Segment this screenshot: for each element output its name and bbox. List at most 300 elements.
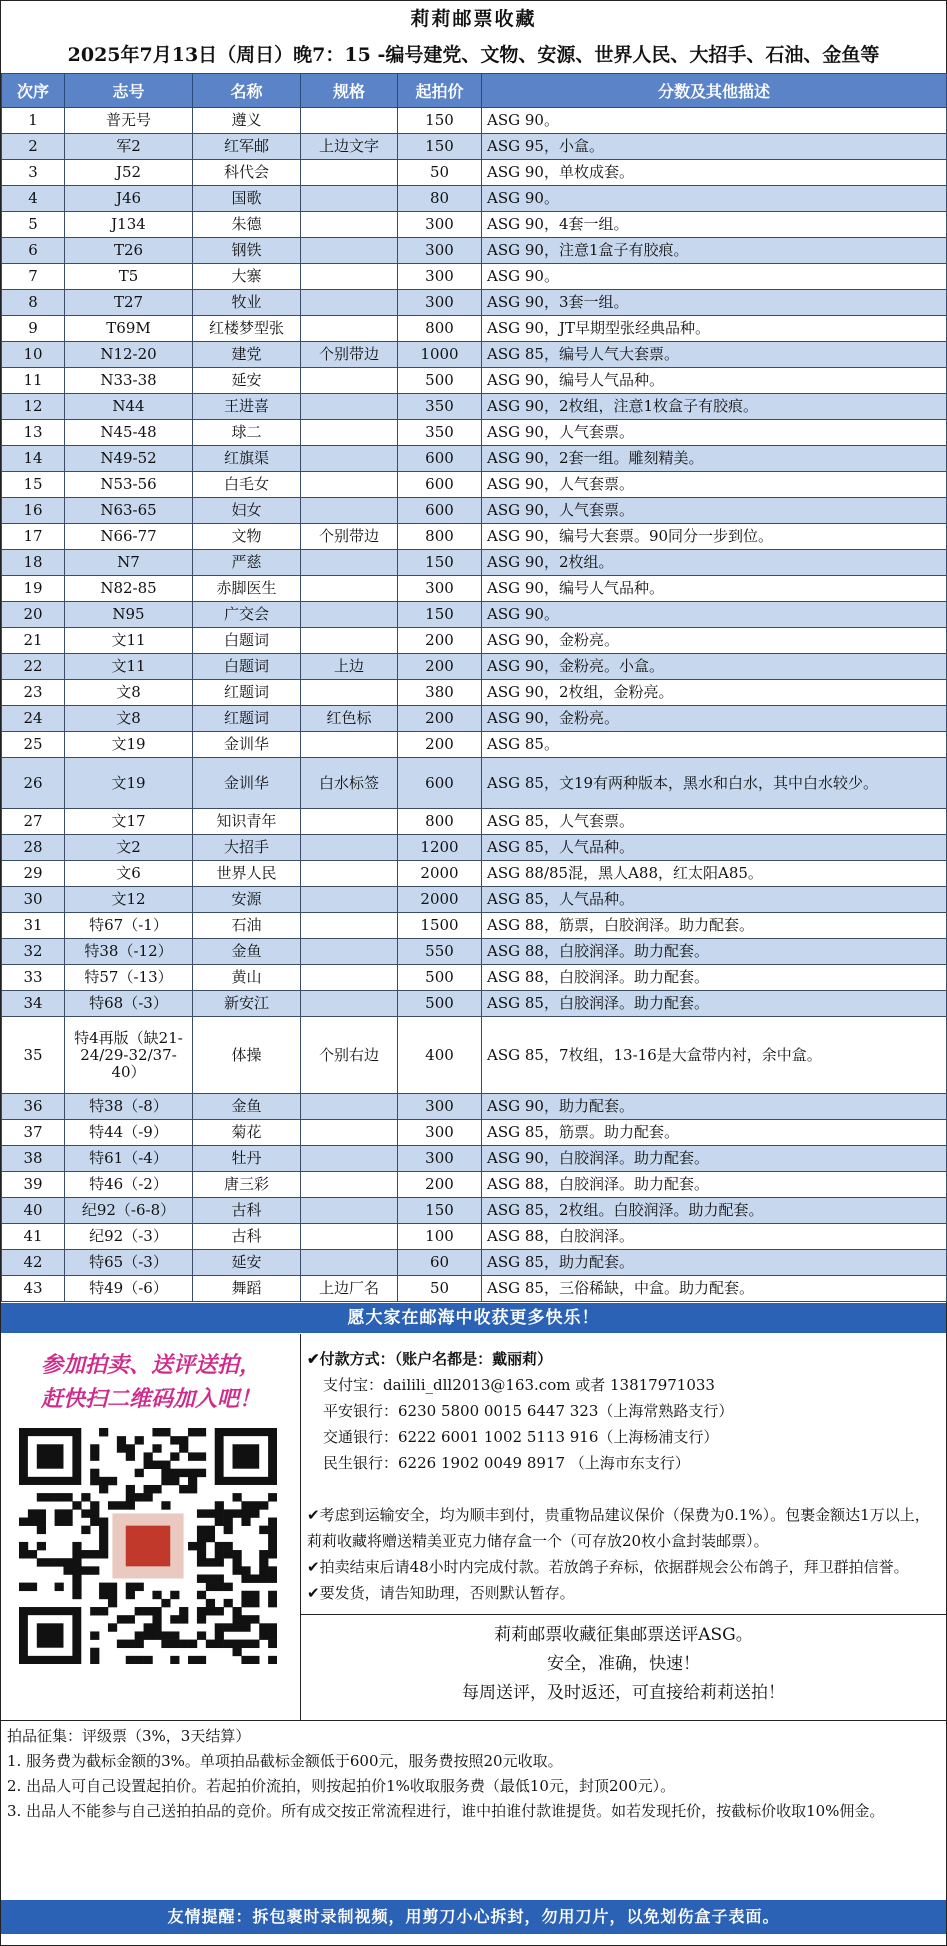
table-row: [2, 939, 947, 965]
row-spec: [301, 835, 398, 861]
table-row: [2, 1017, 947, 1094]
table-row: [2, 420, 947, 446]
row-order: 25: [2, 732, 65, 758]
col-header-desc: 分数及其他描述: [482, 74, 947, 108]
row-desc: ASG 90，金粉亮。: [482, 706, 947, 732]
table-row: [2, 498, 947, 524]
row-desc: ASG 90，3套一组。: [482, 290, 947, 316]
row-name: 安源: [193, 887, 301, 913]
row-order: 35: [2, 1017, 65, 1094]
row-order: 14: [2, 446, 65, 472]
row-desc: ASG 90，人气套票。: [482, 420, 947, 446]
row-desc: ASG 90，人气套票。: [482, 472, 947, 498]
row-code: T27: [65, 290, 193, 316]
row-order: 6: [2, 238, 65, 264]
row-name: 体操: [193, 1017, 301, 1094]
row-order: 33: [2, 965, 65, 991]
row-order: 24: [2, 706, 65, 732]
row-desc: ASG 88/85混，黑人A88，红太阳A85。: [482, 861, 947, 887]
table-row: [2, 809, 947, 835]
top-banner: 愿大家在邮海中收获更多快乐！: [1, 1303, 946, 1333]
row-code: J46: [65, 186, 193, 212]
table-row: [2, 991, 947, 1017]
table-row: [2, 446, 947, 472]
table-row: [2, 524, 947, 550]
row-price: 2000: [398, 887, 482, 913]
row-name: 红楼梦型张: [193, 316, 301, 342]
collect-line-1: 莉莉邮票收藏征集邮票送评ASG。: [494, 1625, 753, 1645]
row-order: 28: [2, 835, 65, 861]
row-price: 200: [398, 654, 482, 680]
row-order: 27: [2, 809, 65, 835]
table-row: [2, 1094, 947, 1120]
row-price: 800: [398, 316, 482, 342]
row-spec: [301, 680, 398, 706]
rule-item-2: 2. 出品人可自己设置起拍价。若起拍价流拍，则按起拍价1%收取服务费（最低10元，封顶200元）。: [7, 1777, 676, 1795]
row-spec: [301, 602, 398, 628]
table-row: [2, 550, 947, 576]
bank-line-2: 交通银行：6222 6001 1002 5113 916（上海杨浦支行）: [323, 1428, 719, 1446]
row-order: 43: [2, 1276, 65, 1302]
row-spec: [301, 576, 398, 602]
table-row: [2, 1250, 947, 1276]
row-spec: [301, 316, 398, 342]
row-price: 150: [398, 134, 482, 160]
row-order: 3: [2, 160, 65, 186]
row-spec: [301, 1120, 398, 1146]
row-name: 黄山: [193, 965, 301, 991]
row-spec: [301, 913, 398, 939]
table-row: [2, 1120, 947, 1146]
row-desc: ASG 90。: [482, 186, 947, 212]
row-price: 2000: [398, 861, 482, 887]
row-price: 200: [398, 706, 482, 732]
row-code: 军2: [65, 134, 193, 160]
bank-line-1: 平安银行：6230 5800 0015 6447 323（上海常熟路支行）: [323, 1402, 734, 1420]
row-price: 150: [398, 550, 482, 576]
row-code: N44: [65, 394, 193, 420]
row-name: 朱德: [193, 212, 301, 238]
row-name: 严慈: [193, 550, 301, 576]
row-code: 特68（-3）: [65, 991, 193, 1017]
qr-code-icon: [19, 1428, 277, 1664]
row-order: 12: [2, 394, 65, 420]
table-row: [2, 342, 947, 368]
table-row: [2, 1172, 947, 1198]
row-name: 遵义: [193, 108, 301, 134]
row-code: N95: [65, 602, 193, 628]
row-desc: ASG 85，7枚组，13-16是大盒带内衬，余中盒。: [482, 1017, 947, 1094]
row-order: 26: [2, 758, 65, 809]
table-row: [2, 472, 947, 498]
row-code: N66-77: [65, 524, 193, 550]
row-spec: [301, 472, 398, 498]
row-name: 菊花: [193, 1120, 301, 1146]
row-code: 特38（-8）: [65, 1094, 193, 1120]
table-row: [2, 238, 947, 264]
row-order: 39: [2, 1172, 65, 1198]
row-desc: ASG 85，人气套票。: [482, 809, 947, 835]
row-price: 50: [398, 160, 482, 186]
row-order: 41: [2, 1224, 65, 1250]
table-row: [2, 602, 947, 628]
row-spec: [301, 420, 398, 446]
collect-line-3: 每周送评，及时返还，可直接给莉莉送拍！: [462, 1683, 785, 1703]
bank-line-3: 民生银行：6226 1902 0049 8917 （上海市东支行）: [323, 1454, 690, 1472]
table-row: [2, 264, 947, 290]
row-spec: [301, 1172, 398, 1198]
row-name: 赤脚医生: [193, 576, 301, 602]
row-price: 60: [398, 1250, 482, 1276]
row-order: 38: [2, 1146, 65, 1172]
collect-line-2: 安全，准确，快速！: [547, 1654, 700, 1674]
bottom-banner: 友情提醒：拆包裹时录制视频，用剪刀小心拆封，勿用刀片，以免划伤盒子表面。: [1, 1900, 946, 1934]
row-price: 600: [398, 472, 482, 498]
auction-subtitle: 2025年7月13日（周日）晚7：15 -编号建党、文物、安源、世界人民、大招手、石油、金鱼等: [67, 44, 880, 66]
row-order: 36: [2, 1094, 65, 1120]
row-price: 300: [398, 1146, 482, 1172]
table-row: [2, 887, 947, 913]
row-name: 大寨: [193, 264, 301, 290]
row-name: 大招手: [193, 835, 301, 861]
row-name: 知识青年: [193, 809, 301, 835]
table-row: [2, 706, 947, 732]
rule-item-1: 1. 服务费为截标金额的3%。单项拍品截标金额低于600元，服务费按照20元收取。: [7, 1752, 563, 1770]
row-spec: 上边文字: [301, 134, 398, 160]
row-desc: ASG 85，筋票。助力配套。: [482, 1120, 947, 1146]
row-desc: ASG 85。: [482, 732, 947, 758]
table-row: [2, 913, 947, 939]
row-desc: ASG 90，金粉亮。小盒。: [482, 654, 947, 680]
promo-text: [11, 1348, 291, 1416]
row-desc: ASG 90，白胶润泽。助力配套。: [482, 1146, 947, 1172]
rules-title: 拍品征集：评级票（3%，3天结算）: [7, 1727, 251, 1745]
row-desc: ASG 90，编号人气品种。: [482, 576, 947, 602]
collection-ad: [301, 1614, 946, 1720]
row-order: 11: [2, 368, 65, 394]
row-order: 40: [2, 1198, 65, 1224]
row-desc: ASG 85，文19有两种版本，黑水和白水，其中白水较少。: [482, 758, 947, 809]
row-order: 32: [2, 939, 65, 965]
row-spec: [301, 1224, 398, 1250]
row-desc: ASG 85，助力配套。: [482, 1250, 947, 1276]
row-code: N45-48: [65, 420, 193, 446]
row-price: 200: [398, 628, 482, 654]
row-name: 牧业: [193, 290, 301, 316]
row-name: 延安: [193, 1250, 301, 1276]
row-name: 红旗渠: [193, 446, 301, 472]
row-price: 1500: [398, 913, 482, 939]
row-desc: ASG 88，白胶润泽。: [482, 1224, 947, 1250]
row-code: 特46（-2）: [65, 1172, 193, 1198]
row-price: 300: [398, 290, 482, 316]
row-desc: ASG 85，编号人气大套票。: [482, 342, 947, 368]
row-code: T69M: [65, 316, 193, 342]
row-desc: ASG 88，白胶润泽。助力配套。: [482, 965, 947, 991]
row-code: 特38（-12）: [65, 939, 193, 965]
row-spec: [301, 887, 398, 913]
row-name: 广交会: [193, 602, 301, 628]
row-price: 150: [398, 1198, 482, 1224]
row-price: 300: [398, 264, 482, 290]
row-name: 金训华: [193, 758, 301, 809]
table-row: [2, 290, 947, 316]
row-order: 8: [2, 290, 65, 316]
row-name: 红题词: [193, 706, 301, 732]
row-order: 20: [2, 602, 65, 628]
row-desc: ASG 90，编号大套票。90同分一步到位。: [482, 524, 947, 550]
row-code: J134: [65, 212, 193, 238]
table-row: [2, 965, 947, 991]
row-name: 金训华: [193, 732, 301, 758]
row-name: 王进喜: [193, 394, 301, 420]
row-spec: [301, 991, 398, 1017]
row-order: 5: [2, 212, 65, 238]
row-code: 文6: [65, 861, 193, 887]
table-row: [2, 732, 947, 758]
row-price: 200: [398, 732, 482, 758]
row-code: N12-20: [65, 342, 193, 368]
row-name: 舞蹈: [193, 1276, 301, 1302]
row-code: N63-65: [65, 498, 193, 524]
row-spec: [301, 498, 398, 524]
row-desc: ASG 90，4套一组。: [482, 212, 947, 238]
row-order: 9: [2, 316, 65, 342]
row-order: 18: [2, 550, 65, 576]
row-order: 2: [2, 134, 65, 160]
row-price: 300: [398, 1094, 482, 1120]
row-price: 300: [398, 212, 482, 238]
row-code: 特61（-4）: [65, 1146, 193, 1172]
row-price: 300: [398, 576, 482, 602]
row-desc: ASG 95，小盒。: [482, 134, 947, 160]
row-code: J52: [65, 160, 193, 186]
row-price: 800: [398, 809, 482, 835]
shipping-notes: [307, 1502, 941, 1606]
row-order: 34: [2, 991, 65, 1017]
row-order: 21: [2, 628, 65, 654]
row-name: 白题词: [193, 654, 301, 680]
row-order: 31: [2, 913, 65, 939]
table-row: [2, 108, 947, 134]
row-desc: ASG 90，2枚组。: [482, 550, 947, 576]
promo-line-1: 参加拍卖、送评送拍，: [40, 1352, 261, 1378]
row-code: T5: [65, 264, 193, 290]
row-code: 文19: [65, 758, 193, 809]
table-row: [2, 160, 947, 186]
row-spec: 上边厂名: [301, 1276, 398, 1302]
info-panel: [301, 1334, 946, 1720]
row-name: 建党: [193, 342, 301, 368]
row-name: 妇女: [193, 498, 301, 524]
row-price: 550: [398, 939, 482, 965]
row-spec: 个别带边: [301, 524, 398, 550]
table-row: [2, 212, 947, 238]
col-header-name: 名称: [193, 74, 301, 108]
row-desc: ASG 90，单枚成套。: [482, 160, 947, 186]
table-row: [2, 835, 947, 861]
row-spec: 个别右边: [301, 1017, 398, 1094]
row-name: 红军邮: [193, 134, 301, 160]
row-order: 29: [2, 861, 65, 887]
row-spec: [301, 861, 398, 887]
row-price: 350: [398, 394, 482, 420]
row-name: 世界人民: [193, 861, 301, 887]
row-spec: [301, 1198, 398, 1224]
row-code: N49-52: [65, 446, 193, 472]
table-row: [2, 316, 947, 342]
table-row: [2, 758, 947, 809]
row-price: 600: [398, 446, 482, 472]
table-row: [2, 1276, 947, 1302]
row-price: 80: [398, 186, 482, 212]
row-spec: [301, 809, 398, 835]
table-row: [2, 134, 947, 160]
table-row: [2, 394, 947, 420]
row-price: 350: [398, 420, 482, 446]
row-price: 1000: [398, 342, 482, 368]
row-order: 15: [2, 472, 65, 498]
row-code: 特4再版（缺21-24/29-32/37-40）: [65, 1017, 193, 1094]
row-price: 300: [398, 1120, 482, 1146]
row-code: N82-85: [65, 576, 193, 602]
promo-panel: [1, 1334, 301, 1720]
row-code: 纪92（-3）: [65, 1224, 193, 1250]
row-code: 特67（-1）: [65, 913, 193, 939]
row-spec: [301, 939, 398, 965]
row-price: 800: [398, 524, 482, 550]
row-desc: ASG 90，2枚组，金粉亮。: [482, 680, 947, 706]
row-order: 23: [2, 680, 65, 706]
row-spec: [301, 1094, 398, 1120]
row-desc: ASG 85，人气品种。: [482, 835, 947, 861]
row-price: 500: [398, 368, 482, 394]
auction-table: [1, 73, 947, 1302]
row-name: 金鱼: [193, 1094, 301, 1120]
row-desc: ASG 90，2套一组。雕刻精美。: [482, 446, 947, 472]
table-body: [2, 108, 947, 1302]
row-desc: ASG 88，筋票，白胶润泽。助力配套。: [482, 913, 947, 939]
row-order: 7: [2, 264, 65, 290]
note-delivery: ✔要发货，请告知助理，否则默认暂存。: [307, 1584, 575, 1602]
row-order: 30: [2, 887, 65, 913]
row-code: 文2: [65, 835, 193, 861]
row-spec: [301, 550, 398, 576]
qr-code[interactable]: [19, 1428, 277, 1664]
row-price: 150: [398, 108, 482, 134]
row-price: 500: [398, 965, 482, 991]
row-name: 牡丹: [193, 1146, 301, 1172]
row-code: 文12: [65, 887, 193, 913]
table-row: [2, 1224, 947, 1250]
table-header-row: [2, 74, 947, 108]
table-row: [2, 1198, 947, 1224]
row-desc: ASG 85，白胶润泽。助力配套。: [482, 991, 947, 1017]
row-desc: ASG 90，助力配套。: [482, 1094, 947, 1120]
row-spec: [301, 290, 398, 316]
table-row: [2, 680, 947, 706]
row-price: 500: [398, 991, 482, 1017]
row-spec: [301, 446, 398, 472]
row-desc: ASG 85，人气品种。: [482, 887, 947, 913]
table-row: [2, 654, 947, 680]
row-spec: [301, 628, 398, 654]
row-spec: [301, 394, 398, 420]
table-row: [2, 1146, 947, 1172]
row-desc: ASG 90。: [482, 108, 947, 134]
promo-line-2: 赶快扫二维码加入吧！: [40, 1386, 261, 1412]
row-name: 新安江: [193, 991, 301, 1017]
row-desc: ASG 88，白胶润泽。助力配套。: [482, 1172, 947, 1198]
table-row: [2, 861, 947, 887]
row-order: 16: [2, 498, 65, 524]
row-spec: [301, 965, 398, 991]
table-row: [2, 628, 947, 654]
row-code: 文19: [65, 732, 193, 758]
row-name: 古科: [193, 1198, 301, 1224]
row-code: 文11: [65, 654, 193, 680]
row-price: 600: [398, 758, 482, 809]
row-price: 600: [398, 498, 482, 524]
row-code: 文17: [65, 809, 193, 835]
row-spec: [301, 732, 398, 758]
row-name: 延安: [193, 368, 301, 394]
row-spec: 红色标: [301, 706, 398, 732]
row-code: 文8: [65, 706, 193, 732]
payment-title: ✔付款方式：（账户名都是：戴丽莉）: [307, 1350, 553, 1368]
row-order: 13: [2, 420, 65, 446]
row-code: N33-38: [65, 368, 193, 394]
col-header-price: 起拍价: [398, 74, 482, 108]
row-code: 文8: [65, 680, 193, 706]
row-name: 金鱼: [193, 939, 301, 965]
row-name: 白毛女: [193, 472, 301, 498]
row-code: 特44（-9）: [65, 1120, 193, 1146]
row-desc: ASG 90，编号人气品种。: [482, 368, 947, 394]
row-desc: ASG 90，JT早期型张经典品种。: [482, 316, 947, 342]
row-spec: [301, 212, 398, 238]
row-spec: [301, 264, 398, 290]
row-code: 纪92（-6-8）: [65, 1198, 193, 1224]
row-desc: ASG 88，白胶润泽。助力配套。: [482, 939, 947, 965]
row-price: 380: [398, 680, 482, 706]
row-desc: ASG 90，金粉亮。: [482, 628, 947, 654]
row-spec: [301, 160, 398, 186]
row-code: T26: [65, 238, 193, 264]
table-row: [2, 576, 947, 602]
row-price: 400: [398, 1017, 482, 1094]
row-order: 4: [2, 186, 65, 212]
row-name: 钢铁: [193, 238, 301, 264]
row-name: 白题词: [193, 628, 301, 654]
row-spec: [301, 368, 398, 394]
row-order: 10: [2, 342, 65, 368]
row-code: 文11: [65, 628, 193, 654]
rule-item-3: 3. 出品人不能参与自己送拍拍品的竞价。所有成交按正常流程进行，谁中拍谁付款谁提货。如若发现托价，按截标价收取10%佣金。: [7, 1802, 885, 1820]
row-code: 特49（-6）: [65, 1276, 193, 1302]
page-title: 莉莉邮票收藏: [410, 8, 537, 30]
col-header-spec: 规格: [301, 74, 398, 108]
row-name: 唐三彩: [193, 1172, 301, 1198]
col-header-code: 志号: [65, 74, 193, 108]
row-desc: ASG 90，人气套票。: [482, 498, 947, 524]
row-order: 19: [2, 576, 65, 602]
note-payment-deadline: ✔拍卖结束后请48小时内完成付款。若放鸽子弃标，依据群规会公布鸽子，拜卫群拍信誉。: [307, 1558, 909, 1576]
row-name: 石油: [193, 913, 301, 939]
payment-info: [307, 1346, 941, 1476]
row-price: 200: [398, 1172, 482, 1198]
row-desc: ASG 90，2枚组，注意1枚盒子有胶痕。: [482, 394, 947, 420]
